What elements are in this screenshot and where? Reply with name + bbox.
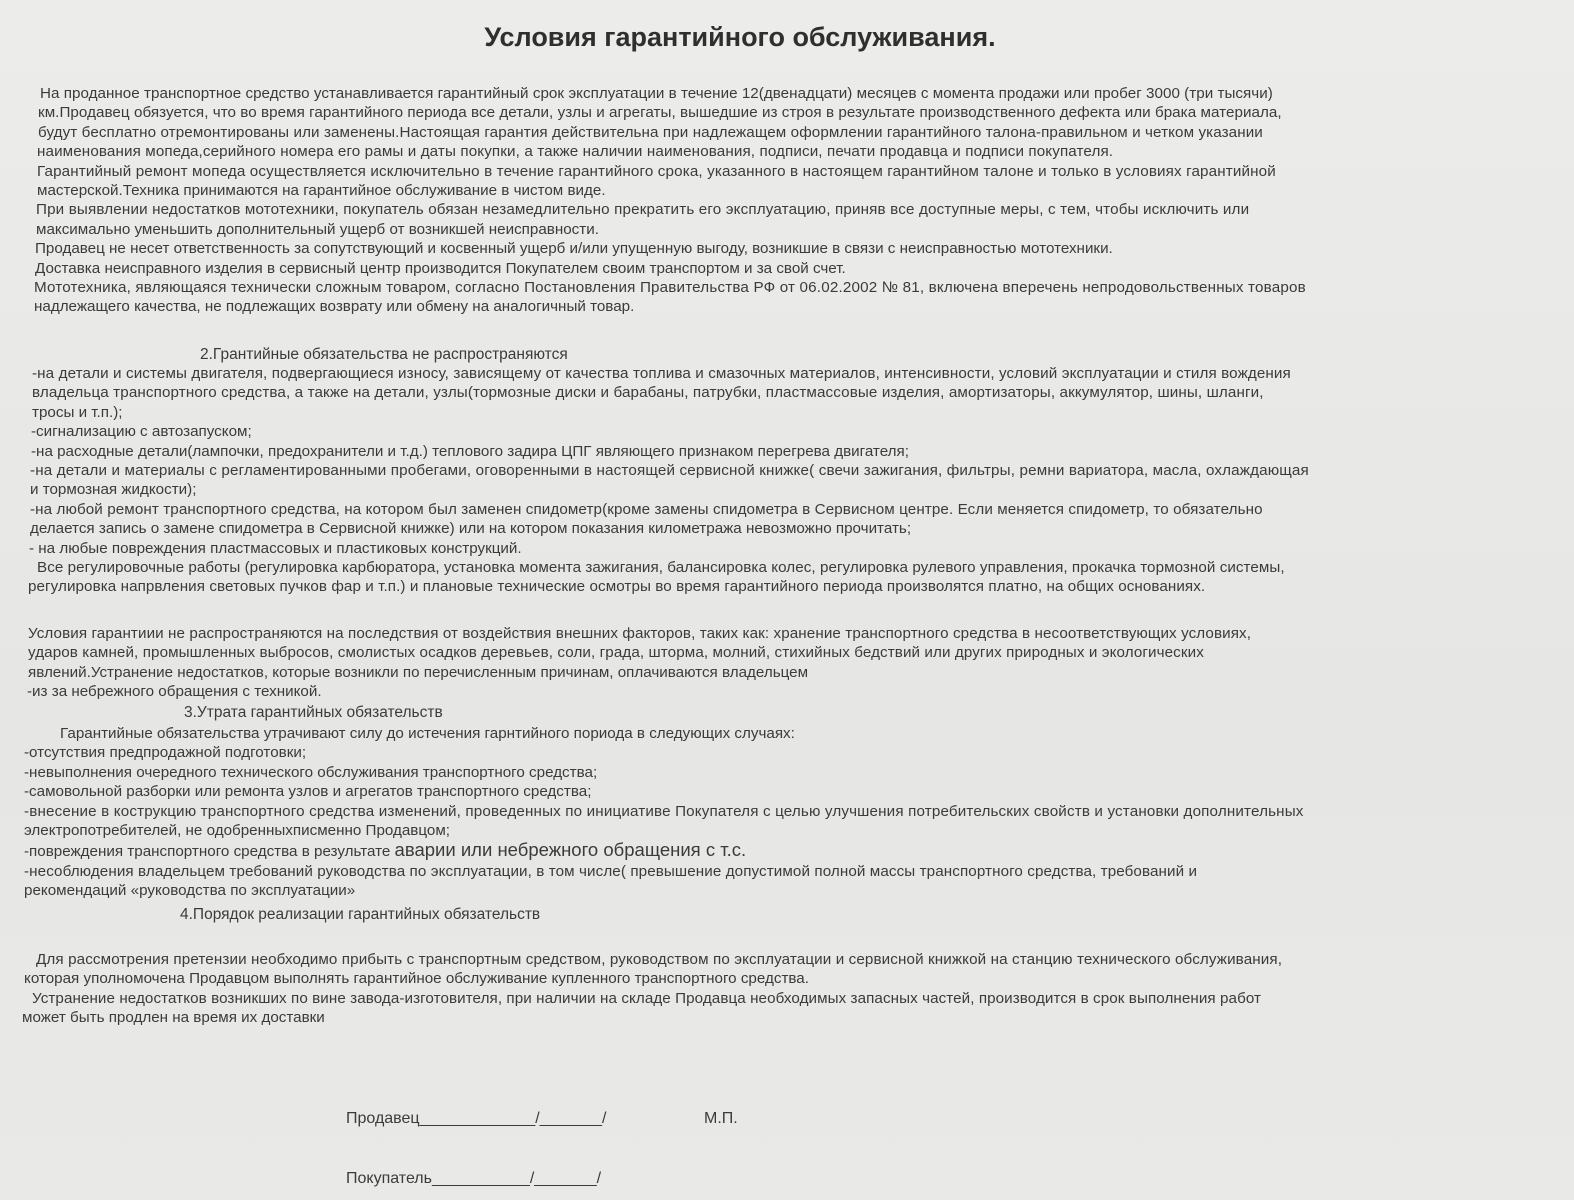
paragraph-line: тросы и т.п.); [32,403,123,421]
paragraph-line: которая уполномочена Продавцом выполнять гарантийное обслуживание купленного транспортного средства. [24,970,809,988]
paragraph-line: Мототехника, являющаяся технически сложным товаром, согласно Постановления Правительства РФ от 06.02.2002 № 81, включена вперечень непродовольственных товаров [34,279,1306,297]
paragraph-line: Для рассмотрения претензии необходимо прибыть с транспортным средством, руководством по эксплуатации и сервисной книжкой на станцию технического обслуживания, [36,951,1283,968]
page-title: Условия гарантийного обслуживания. [484,22,996,52]
paragraph-line: -отсутствия предпродажной подготовки; [24,744,307,762]
paragraph-line: На проданное транспортное средство устанавливается гарантийный срок эксплуатации в течение 12(двенадцати) месяцев с момента продажи или пробег 3000 (три тысячи) [40,85,1273,102]
section-claims-procedure [22,950,1282,1028]
paragraph-line: -на расходные детали(лампочки, предохранители и т.д.) теплового задира ЦПГ являющего признаком перегрева двигателя; [31,442,909,460]
paragraph-line: делается запись о замене спидометра в Сервисной книжке) или на котором показания километража невозможно прочитать; [30,520,912,538]
paragraph-line: Доставка неисправного изделия в сервисный центр производится Покупателем своим транспортом и за свой счет. [35,259,846,277]
paragraph-line: -внесение в кострукцию транспортного средства изменений, проведенных по инициативе Покупателя с целью улучшения потребительских свойств и установки дополнительных [24,802,1304,820]
section-exclusions [28,364,1309,597]
seller-signature-line: Продавец_____________/_______/ [346,1110,607,1127]
paragraph-line: максимально уменьшить дополнительный ущерб от возникшей неисправности. [36,220,599,238]
paragraph-line: -самовольной разборки или ремонта узлов и агрегатов транспортного средства; [24,783,592,801]
section-4-heading: 4.Порядок реализации гарантийных обязательств [180,906,541,923]
damage-clause-suffix: аварии или небрежного обращения с т.с. [394,839,747,861]
paragraph-line: рекомендаций «руководства по эксплуатации» [24,882,356,900]
paragraph-line: -несоблюдения владельцем требований руководства по эксплуатации, в том числе( превышение допустимой полной массы транспортного средства, требований и [24,862,1198,880]
paragraph-line: Устранение недостатков возникших по вине завода-изготовителя, при наличии на складе Продавца необходимых запасных частей, производится в срок выполнения работ [32,989,1262,1007]
paragraph-line: -из за небрежного обращения с техникой. [27,683,322,701]
paragraph-line: надлежащего качества, не подлежащих возврату или обмену на аналогичный товар. [34,298,635,316]
stamp-label: М.П. [704,1110,738,1127]
paragraph-line: будут бесплатно отремонтированы или заменены.Настоящая гарантия действительна при надлежащем оформлении гарантийного талона-правильном и четком указании [38,123,1263,141]
damage-clause-prefix: -повреждения транспортного средства в результате [24,843,395,861]
paragraph-line: -сигнализацию с автозапуском; [31,423,252,441]
section-general-terms [34,84,1306,317]
paragraph-line: -на детали и системы двигателя, подвергающиеся износу, зависящему от качества топлива и смазочных материалов, интенсивности, условий эксплуатации и стиля вождения [32,365,1291,382]
paragraph-line: Условия гарантиии не распространяются на последствия от воздействия внешних факторов, таких как: хранение транспортного средства в несоответствующих условиях, [28,625,1252,642]
paragraph-line: -невыполнения очередного технического обслуживания транспортного средства; [24,763,598,781]
paragraph-line: владельца транспортного средства, а также на детали, узлы(тормозные диски и барабаны, патрубки, пластмассовые изделия, амортизаторы, аккумулятор, шины, шланги, [32,384,1264,402]
paragraph-line: электропотребителей, не одобренныхписменно Продавцом; [24,822,451,840]
section-3-heading: 3.Утрата гарантийных обязательств [184,704,443,721]
paragraph-line: При выявлении недостатков мототехники, покупатель обязан незамедлительно прекратить его эксплуатацию, приняв все доступные меры, с тем, чтобы исключить или [36,201,1250,219]
paragraph-line: Гарантийные обязательства утрачивают силу до истечения гарнтийного пориода в следующих случаях: [60,725,795,742]
paragraph-line: регулировка напрвления световых пучков фар и т.п.) и плановые технические осмотры во время гарантийного периода произволятся платно, на общих основаниях. [28,578,1206,596]
paragraph-line: может быть продлен на время их доставки [22,1009,325,1027]
section-warranty-loss [24,724,1304,901]
paragraph-line: мастерской.Техника принимаются на гарантийное обслуживание в чистом виде. [37,182,606,200]
paragraph-line: ударов камней, промышленных выбросов, смолистых осадков деревьев, соли, града, шторма, молний, стихийных бедствий или других природных и экологических [28,644,1204,662]
paragraph-line: и тормозная жидкости); [30,481,197,499]
paragraph-line: Гарантийный ремонт мопеда осуществляется исключительно в течение гарантийного срока, указанного в настоящем гарантийном талоне и только в условиях гарантийной [37,162,1276,180]
paragraph-line: наименования мопеда,серийного номера его рамы и даты покупки, а также наличии наименования, подписи, печати продавца и подписи покупателя. [37,143,1114,161]
buyer-signature-line: Покупатель___________/_______/ [346,1170,602,1187]
section-external-factors [28,624,1251,702]
paragraph-line: явлений.Устранение недостатков, которые возникли по перечисленным причинам, оплачиваются владельцем [28,663,809,681]
paragraph-line: км.Продавец обязуется, что во время гарантийного периода все детали, узлы и агрегаты, вышедшие из строя в результате производственного дефекта или брака материала, [38,104,1282,122]
section-2-heading: 2.Грантийные обязательства не распространяются [200,346,568,363]
paragraph-line: - на любые повреждения пластмассовых и пластиковых конструкций. [29,539,522,557]
paragraph-line: Продавец не несет ответственность за сопутствующий и косвенный ущерб и/или упущенную выгоду, возникшие в связи с неисправностью мототехники. [35,240,1113,258]
paragraph-line: Все регулировочные работы (регулировка карбюратора, установка момента зажигания, балансировка колес, регулировка рулевого управления, прокачка тормозной системы, [37,559,1285,577]
paragraph-line: -на детали и материалы с регламентированными пробегами, оговоренными в настоящей сервисной книжке( свечи зажигания, фильтры, ремни вариатора, масла, охлаждающая [30,462,1309,480]
paragraph-line: -на любой ремонт транспортного средства, на котором был заменен спидометр(кроме замены спидометра в Сервисном центре. Если меняется спидометр, то обязательно [30,500,1263,518]
paragraph-line [24,840,1304,861]
